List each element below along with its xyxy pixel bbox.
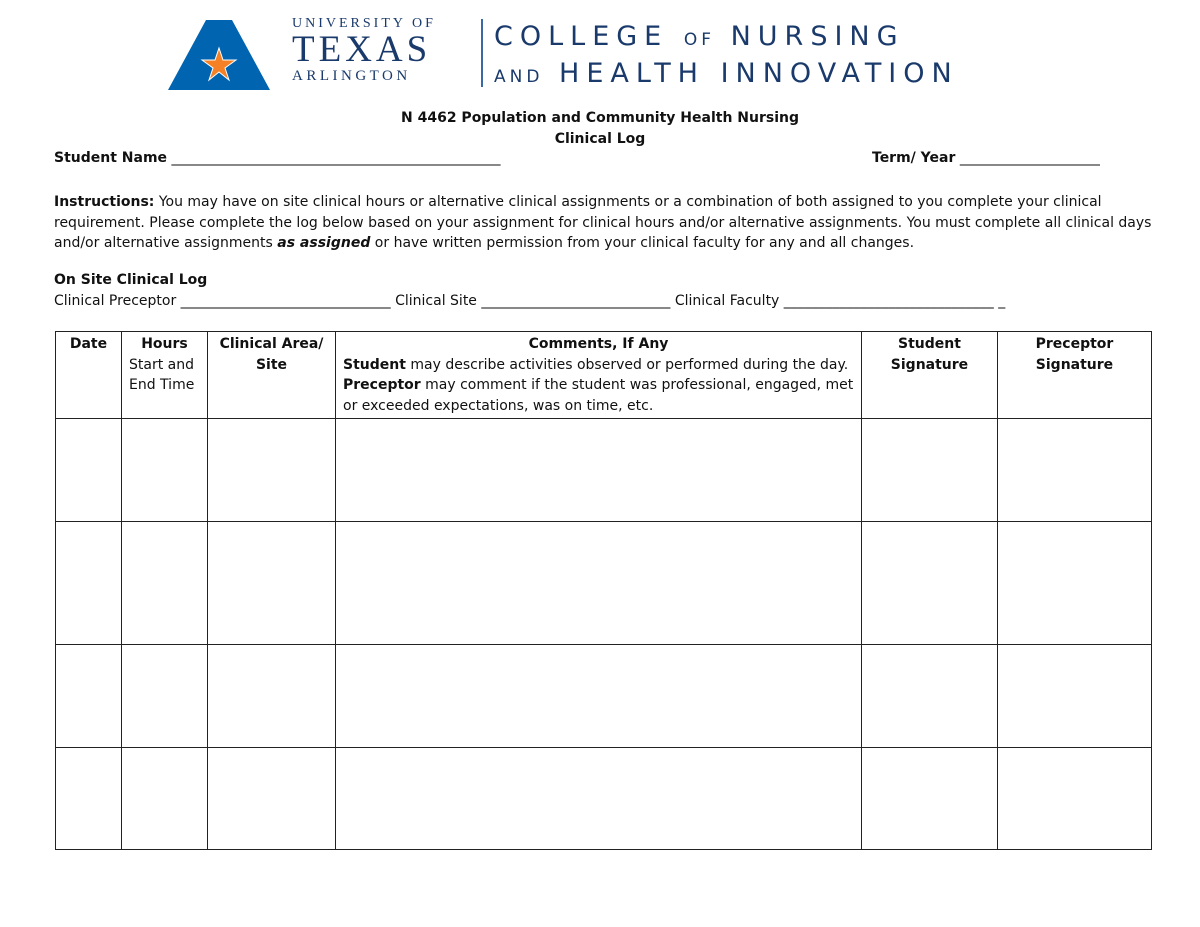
cell-hours[interactable] [122, 419, 208, 522]
instructions-emphasis: as assigned [277, 235, 371, 251]
header-comments-label: Comments, If Any [528, 336, 669, 352]
student-desc: may describe activities observed or performed during the day. [405, 356, 849, 373]
header-area [208, 332, 336, 419]
uta-a-star-icon [168, 18, 270, 90]
cell-area[interactable] [208, 748, 336, 850]
cell-date[interactable] [56, 522, 122, 645]
term-year-label: Term/ Year [872, 150, 956, 166]
table-row [56, 419, 1152, 522]
arlington-text: ARLINGTON [292, 68, 411, 84]
header-area-label: Clinical Area/ Site [219, 336, 324, 373]
cell-comments[interactable] [336, 645, 862, 748]
student-word: Student [343, 356, 406, 373]
header-preceptor-signature-label: Preceptor Signature [1035, 336, 1114, 373]
cell-student-signature[interactable] [862, 419, 998, 522]
preceptor-word: Preceptor [343, 377, 421, 393]
preceptor-blank[interactable]: ______________________________ [180, 293, 391, 309]
course-title: N 4462 Population and Community Health Nursing [401, 110, 799, 126]
cell-date[interactable] [56, 748, 122, 850]
student-name-line[interactable] [54, 150, 501, 166]
preceptor-site-faculty-line [54, 293, 1005, 309]
university-name [292, 16, 452, 84]
cell-date[interactable] [56, 419, 122, 522]
cell-hours[interactable] [122, 522, 208, 645]
college-word: COLLEGE [494, 21, 669, 52]
site-label: Clinical Site [395, 293, 477, 309]
student-name-label: Student Name [54, 150, 168, 166]
instructions-paragraph [54, 192, 1164, 254]
cell-date[interactable] [56, 645, 122, 748]
header-date [56, 332, 122, 419]
term-year-blank[interactable]: ____________________ [959, 150, 1100, 166]
site-blank[interactable]: ___________________________ [481, 293, 671, 309]
header-hours-label: Hours [141, 336, 188, 352]
onsite-heading: On Site Clinical Log [54, 272, 208, 288]
cell-hours[interactable] [122, 748, 208, 850]
header-student-signature-label: Student Signature [890, 336, 969, 373]
cell-student-signature[interactable] [862, 748, 998, 850]
cell-preceptor-signature[interactable] [998, 522, 1152, 645]
header-hours [122, 332, 208, 419]
header-logo-banner [168, 16, 1048, 92]
faculty-label: Clinical Faculty [674, 293, 780, 309]
cell-student-signature[interactable] [862, 645, 998, 748]
faculty-blank[interactable]: ______________________________ _ [783, 293, 1006, 309]
university-of-text: UNIVERSITY OF [292, 16, 436, 31]
cell-area[interactable] [208, 645, 336, 748]
instructions-text-2: or have written permission from your clinical faculty for any and all changes. [370, 235, 915, 251]
table-row [56, 645, 1152, 748]
table-row [56, 748, 1152, 850]
college-nursing-word: NURSING [730, 21, 905, 52]
cell-preceptor-signature[interactable] [998, 748, 1152, 850]
cell-comments[interactable] [336, 748, 862, 850]
header-hours-sub1: Start and [129, 356, 194, 373]
college-health-innovation: HEALTH INNOVATION [559, 58, 959, 89]
header-comments [336, 332, 862, 419]
cell-preceptor-signature[interactable] [998, 419, 1152, 522]
table-row [56, 522, 1152, 645]
preceptor-desc: may comment if the student was professional, engaged, met or exceeded expectations, was on time, etc. [343, 377, 854, 414]
clinical-log-table [55, 331, 1152, 850]
college-of-word: OF [683, 30, 715, 50]
college-name [494, 20, 1054, 94]
header-comments-preceptor [343, 375, 854, 416]
instructions-text-1: You may have on site clinical hours or alternative clinical assignments or a combination of both assigned to you complete your clinical requirement. Please complete the log below based on your assignment for clinical hours and/or alternative assignments. You must complete all clinical days and/or alternative assignments [54, 194, 1152, 251]
cell-comments[interactable] [336, 419, 862, 522]
logo-divider [481, 19, 483, 87]
header-hours-sub2: End Time [129, 377, 195, 393]
log-subtitle: Clinical Log [554, 131, 646, 147]
student-name-blank[interactable]: _______________________________________________ [171, 150, 501, 166]
header-date-label: Date [69, 336, 108, 352]
instructions-label: Instructions: [54, 194, 155, 210]
college-and-word: AND [494, 67, 544, 87]
preceptor-label: Clinical Preceptor [54, 293, 177, 309]
texas-text: TEXAS [292, 29, 432, 70]
header-student-signature [862, 332, 998, 419]
cell-area[interactable] [208, 522, 336, 645]
cell-comments[interactable] [336, 522, 862, 645]
table-header-row [56, 332, 1152, 419]
cell-student-signature[interactable] [862, 522, 998, 645]
header-comments-student [343, 355, 854, 376]
cell-preceptor-signature[interactable] [998, 645, 1152, 748]
header-preceptor-signature [998, 332, 1152, 419]
term-year-line[interactable] [872, 150, 1100, 166]
cell-hours[interactable] [122, 645, 208, 748]
cell-area[interactable] [208, 419, 336, 522]
